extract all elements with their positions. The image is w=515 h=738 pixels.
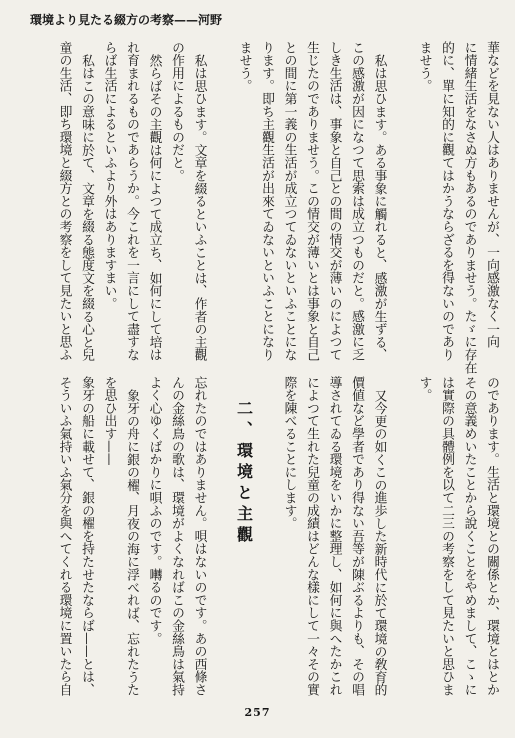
upper-text-block <box>52 41 502 377</box>
text-column: 私は思ひます。ある事象に觸れると、感激が生ずる、 <box>371 53 387 361</box>
text-column: 的に、單に知的に觀てはかうならざるを得ないのであり <box>439 41 454 361</box>
page-number: 257 <box>244 706 271 719</box>
text-column: その意義めいたことから說くことをやめまして、こゝに <box>461 376 477 696</box>
text-column: 象牙の舟に銀の櫂、月夜の海に浮べれば、忘れたうた <box>124 388 139 696</box>
text-column: 然らばその主觀は何によつて成立ち、如何にして培は <box>146 53 162 361</box>
text-column: 童の生活、即ち環境と綴方との考察をして見たいと思ふ <box>56 41 72 361</box>
text-column: ませう。 <box>416 41 432 93</box>
text-column: 際を陳べることにします。 <box>281 376 297 530</box>
text-column: によつて生れた兒童の成績はどんな樣にして一々その實 <box>304 376 319 696</box>
text-column: を思ひ出す—— <box>101 376 117 466</box>
section-heading: 二、環境と主觀 <box>234 400 254 547</box>
text-column: 導されてゐる環境をいかに整理し、如何に與へたかこれ <box>326 376 342 696</box>
text-column: よく心ゆくばかりに唄ふのです。囀るのです。 <box>146 376 162 645</box>
text-column: 私はこの意味に於て、文章を綴る態度文を綴る心と兒 <box>79 53 94 361</box>
text-column: との間に第一義の生活が成立つてゐないといふことにな <box>281 41 297 361</box>
text-column: 象牙の船に載せて、銀の櫂を持たせたならば——とは、 <box>79 376 94 696</box>
running-header: 環境より見たる綴方の考察——河野 <box>30 13 223 27</box>
text-column: に情緒生活をなさぬ方もあるのでありませう。たゞに存在 <box>461 41 477 374</box>
text-column: す。 <box>416 376 432 402</box>
text-column: 華などを見ない人はありませんが、一向感激なく一向 <box>484 41 499 349</box>
text-column: 又今更の如くこの進歩した新時代に於て環境の敎育的 <box>371 388 387 696</box>
text-column: 價値など學者であり得ない吾等が陳ぶるよりも、その唱 <box>349 376 364 696</box>
text-column: 私は思ひます。文章を綴るといふことは、作者の主觀 <box>191 53 207 361</box>
lower-text-block <box>52 376 502 712</box>
text-column: 生じたのでありませう。この情交が薄いとは事象と自己 <box>304 41 319 361</box>
text-column: ませう。 <box>236 41 252 93</box>
text-column: ります。即ち主觀生活が出來てゐないといふことになり <box>259 41 274 361</box>
text-column: の作用によるものだと。 <box>169 41 184 182</box>
text-column: らば生活によるといふより外はありますまい。 <box>101 41 117 310</box>
text-column: んの金絲鳥の歌は、環境がよくなればこの金絲鳥は氣持 <box>169 376 184 696</box>
text-column: のであります。生活と環境との關係とか、環境とはとか <box>484 376 499 696</box>
text-column: れ育まれるものであらうか。今これを一言にして盡すな <box>124 41 139 361</box>
text-column: しき生活は、事象と自己との間の情交が薄いのによつて <box>326 41 342 361</box>
text-column: は實際の具體例を以て二三の考察をして見たいと思ひま <box>439 376 454 696</box>
text-column: 忘れたのではありません。唄はないのです。あの西條さ <box>191 376 207 696</box>
text-column: この感激が因になつて思索は成立つものだと。感激に乏 <box>349 41 364 361</box>
text-column: そういふ氣持いふ氣分を與へてくれる環境に置いたら自 <box>56 376 72 696</box>
